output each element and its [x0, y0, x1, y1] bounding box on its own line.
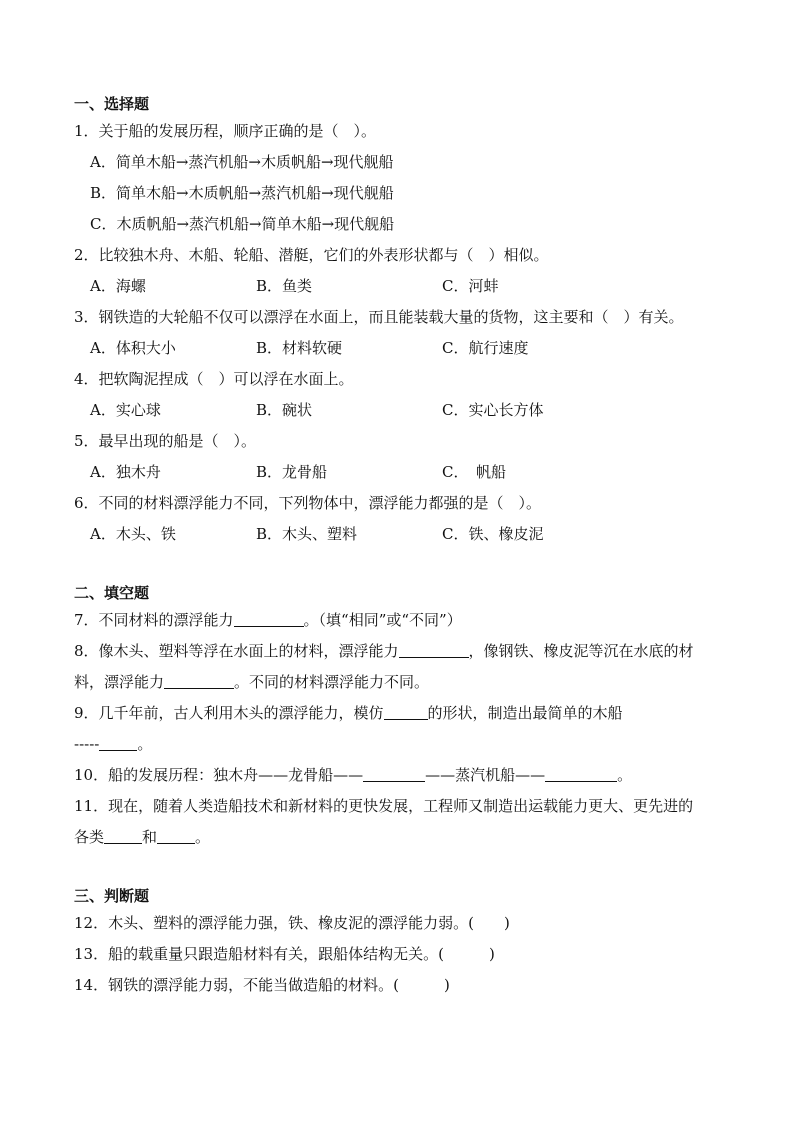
question-8-blank-2[interactable] — [164, 672, 234, 689]
question-11-line-2 — [74, 822, 754, 853]
question-9-text-3: ----- — [74, 735, 100, 753]
question-12: 12．木头、塑料的漂浮能力强，铁、橡皮泥的漂浮能力弱。( ) — [74, 914, 510, 932]
question-9-text-1: 9．几千年前，古人利用木头的漂浮能力，模仿 — [74, 704, 384, 722]
question-1-stem: 1．关于船的发展历程，顺序正确的是（ ）。 — [74, 122, 377, 140]
question-10-text-1: 10．船的发展历程：独木舟——龙骨船—— — [74, 766, 364, 784]
question-8-text-2: ，像钢铁、橡皮泥等沉在水底的材 — [468, 642, 694, 660]
question-10-text-3: 。 — [617, 766, 633, 784]
question-8-line-1 — [74, 636, 754, 667]
question-13: 13．船的载重量只跟造船材料有关，跟船体结构无关。( ) — [74, 945, 495, 963]
question-11-blank-1[interactable] — [104, 827, 142, 844]
question-4-stem: 4．把软陶泥捏成（ ）可以浮在水面上。 — [74, 370, 354, 388]
section-title-judge: 三、判断题 — [74, 887, 150, 905]
section-spacer — [74, 853, 754, 884]
question-5-option-a: A．独木舟 — [90, 463, 161, 481]
question-1-option-a: A．简单木船→蒸汽机船→木质帆船→现代舰船 — [90, 153, 394, 171]
question-3-options — [74, 333, 754, 364]
question-9-text-2: 的形状，制造出最简单的木船 — [427, 704, 623, 722]
question-6-option-a: A．木头、铁 — [90, 525, 176, 543]
question-4-option-b: B．碗状 — [256, 401, 313, 419]
question-9-text-4: 。 — [137, 735, 153, 753]
question-8-text-4: 。不同的材料漂浮能力不同。 — [234, 673, 430, 691]
worksheet — [74, 92, 754, 1001]
question-5-option-b: B．龙骨船 — [256, 463, 328, 481]
question-10 — [74, 760, 754, 791]
question-1-option-c: C．木质帆船→蒸汽机船→简单木船→现代舰船 — [90, 215, 395, 233]
question-6-option-b: B．木头、塑料 — [256, 525, 358, 543]
section-title-choice: 一、选择题 — [74, 95, 150, 113]
question-6-stem: 6．不同的材料漂浮能力不同，下列物体中，漂浮能力都强的是（ ）。 — [74, 494, 542, 512]
question-7-text-2: 。（填“相同”或“不同”） — [303, 611, 462, 629]
section-spacer — [74, 550, 754, 581]
question-2-options — [74, 271, 754, 302]
question-5-options — [74, 457, 754, 488]
question-11-text-2: 各类 — [74, 828, 105, 846]
question-10-blank-2[interactable] — [545, 765, 617, 782]
question-2-stem: 2．比较独木舟、木船、轮船、潜艇，它们的外表形状都与（ ）相似。 — [74, 246, 549, 264]
question-6-options — [74, 519, 754, 550]
section-title-fill: 二、填空题 — [74, 584, 150, 602]
question-1-option-b: B．简单木船→木质帆船→蒸汽机船→现代舰船 — [90, 184, 394, 202]
question-11-blank-2[interactable] — [157, 827, 195, 844]
question-4-option-a: A．实心球 — [90, 401, 161, 419]
question-8-line-2 — [74, 667, 754, 698]
question-8-text-1: 8．像木头、塑料等浮在水面上的材料，漂浮能力 — [74, 642, 399, 660]
question-5-option-c: C． 帆船 — [442, 463, 506, 481]
question-7 — [74, 605, 754, 636]
question-9-blank-1[interactable] — [384, 703, 428, 720]
question-9-line-1 — [74, 698, 754, 729]
question-5-stem: 5．最早出现的船是（ ）。 — [74, 432, 257, 450]
question-8-blank-1[interactable] — [399, 641, 469, 658]
question-8-text-3: 料，漂浮能力 — [74, 673, 165, 691]
question-11-line-1: 11．现在，随着人类造船技术和新材料的更快发展，工程师又制造出运载能力更大、更先进的 — [74, 797, 694, 815]
question-3-stem: 3．钢铁造的大轮船不仅可以漂浮在水面上，而且能装载大量的货物，这主要和（ ）有关。 — [74, 308, 684, 326]
question-6-option-c: C．铁、橡皮泥 — [442, 525, 544, 543]
question-7-blank[interactable] — [234, 610, 304, 627]
question-4-option-c: C．实心长方体 — [442, 401, 544, 419]
question-9-blank-2[interactable] — [99, 734, 137, 751]
question-2-option-c: C．河蚌 — [442, 277, 499, 295]
question-10-text-2: ——蒸汽机船—— — [425, 766, 546, 784]
question-9-line-2 — [74, 729, 754, 760]
question-2-option-a: A．海螺 — [90, 277, 146, 295]
question-7-text-1: 7．不同材料的漂浮能力 — [74, 611, 234, 629]
question-11-text-3: 和 — [142, 828, 158, 846]
question-3-option-c: C．航行速度 — [442, 339, 529, 357]
question-2-option-b: B．鱼类 — [256, 277, 313, 295]
question-14: 14．钢铁的漂浮能力弱，不能当做造船的材料。( ) — [74, 976, 450, 994]
question-10-blank-1[interactable] — [363, 765, 425, 782]
question-3-option-b: B．材料软硬 — [256, 339, 343, 357]
question-4-options — [74, 395, 754, 426]
question-3-option-a: A．体积大小 — [90, 339, 176, 357]
question-11-text-4: 。 — [195, 828, 211, 846]
